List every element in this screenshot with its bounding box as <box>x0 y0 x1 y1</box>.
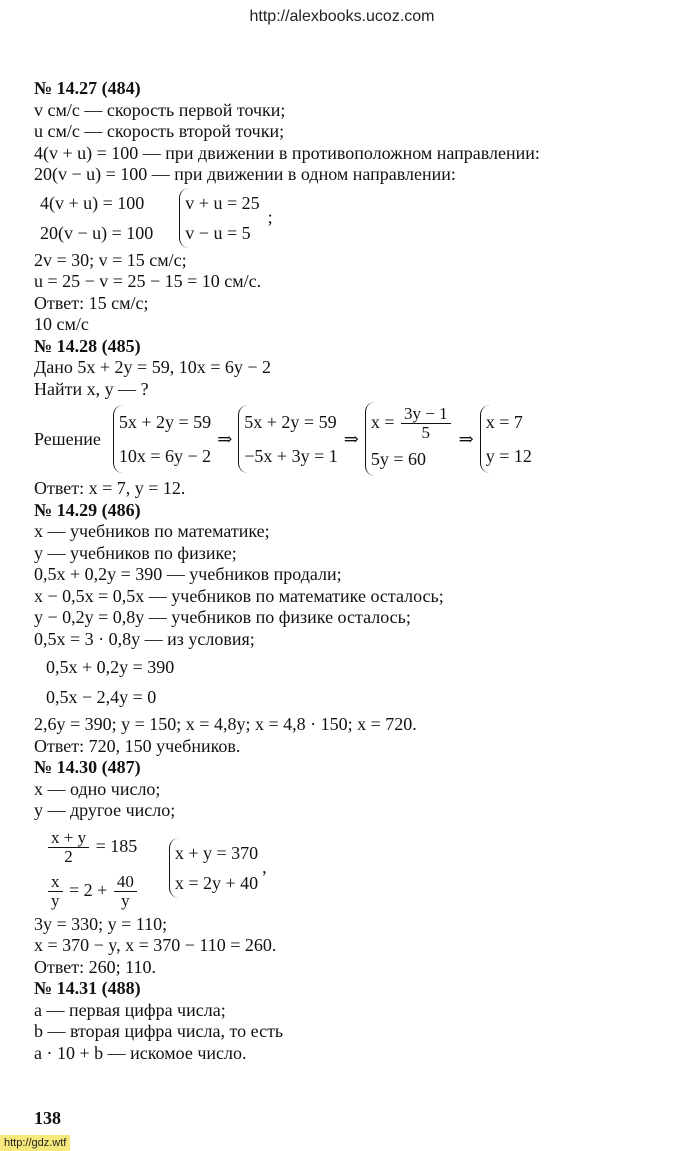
system-left <box>40 188 153 248</box>
implies-arrow: ⇒ <box>217 428 233 449</box>
system-4 <box>480 405 532 473</box>
equation: x = 7 <box>485 412 523 432</box>
system-left <box>46 824 139 912</box>
equation-system <box>46 824 664 912</box>
text-line: y — учебников по физике; <box>34 542 237 563</box>
text-line: x — учебников по математике; <box>34 521 270 541</box>
problem-title: № 14.28 (485) <box>34 335 141 356</box>
text-line: y − 0,2y = 0,8y — учебников по физике осталось; <box>34 607 411 627</box>
denominator: 5 <box>421 423 431 443</box>
fraction <box>48 829 89 866</box>
text-line: x — одно число; <box>34 778 161 799</box>
fraction <box>114 873 137 910</box>
equation: 5x + 2y = 59 <box>244 412 337 432</box>
numerator: x + y <box>48 829 89 848</box>
system-right <box>169 838 258 898</box>
equation: 5y = 60 <box>370 449 426 469</box>
system-2 <box>238 405 337 473</box>
equation: 0,5x − 2,4y = 0 <box>46 687 157 707</box>
text-line: v см/с — скорость первой точки; <box>34 99 286 120</box>
numerator: 40 <box>114 873 137 892</box>
equation-system <box>40 188 664 248</box>
footer-link-badge[interactable]: http://gdz.wtf <box>0 1135 70 1151</box>
text-line: 10 см/с <box>34 314 89 334</box>
text-line: 0,5x = 3 · 0,8y — из условия; <box>34 628 255 649</box>
denominator: y <box>51 890 60 910</box>
text-line: Ответ: 15 см/с; <box>34 292 149 313</box>
denominator: 2 <box>64 846 73 866</box>
equation: x + y = 370 <box>174 842 259 863</box>
text-line: x − 0,5x = 0,5x — учебников по математике осталось; <box>34 585 444 606</box>
problem-title: № 14.29 (486) <box>34 499 141 520</box>
text-line: 2v = 30; v = 15 см/с; <box>34 249 187 270</box>
equation-system <box>46 652 664 712</box>
equation: −5x + 3y = 1 <box>244 446 338 466</box>
equation-part: = 185 <box>95 835 138 856</box>
text-line: a — первая цифра числа; <box>34 999 226 1020</box>
text-line: y — другое число; <box>34 800 176 820</box>
text-line: 20(v − u) = 100 — при движении в одном направлении: <box>34 164 456 184</box>
equation: 4(v + u) = 100 <box>40 192 145 213</box>
equation: v − u = 5 <box>185 222 251 243</box>
text-line: 4(v + u) = 100 — при движении в противоположном направлении: <box>34 142 540 163</box>
header-url: http://alexbooks.ucoz.com <box>249 8 435 25</box>
equation <box>46 868 139 912</box>
implies-arrow: ⇒ <box>458 428 474 449</box>
equation: v + u = 25 <box>185 192 260 213</box>
equation: 0,5x + 0,2y = 390 <box>46 657 175 677</box>
numerator: 3y − 1 <box>401 405 451 424</box>
text-line: x = 370 − y, x = 370 − 110 = 260. <box>34 935 277 955</box>
text-line: b — вторая цифра числа, то есть <box>34 1021 284 1041</box>
text-line: u см/с — скорость второй точки; <box>34 121 285 141</box>
numerator: x <box>48 873 63 892</box>
text-line: Дано 5x + 2y = 59, 10x = 6y − 2 <box>34 357 272 377</box>
text-line: Ответ: x = 7, y = 12. <box>34 478 186 498</box>
system-right <box>179 188 259 248</box>
problem-title: № 14.27 (484) <box>34 78 141 98</box>
fraction <box>48 873 63 910</box>
implies-arrow: ⇒ <box>343 428 359 449</box>
page-content <box>34 78 664 1064</box>
equation-part: x = <box>370 412 395 432</box>
equation: x = 2y + 40 <box>174 872 259 893</box>
punctuation: ; <box>267 207 273 227</box>
system-3 <box>365 402 453 476</box>
equation: 5x + 2y = 59 <box>118 412 212 432</box>
solution-chain <box>34 402 664 476</box>
text-line: 0,5x + 0,2y = 390 — учебников продали; <box>34 564 342 584</box>
text-line: Ответ: 260; 110. <box>34 956 156 977</box>
equation-part: = 2 + <box>69 879 108 900</box>
text-line: 3y = 330; y = 110; <box>34 913 168 934</box>
problem-title: № 14.30 (487) <box>34 757 141 777</box>
problem-title: № 14.31 (488) <box>34 978 141 998</box>
system-1 <box>113 405 211 473</box>
equation: y = 12 <box>485 446 532 466</box>
text-line: Найти x, y — ? <box>34 378 149 399</box>
text-line: u = 25 − v = 25 − 15 = 10 см/с. <box>34 271 262 291</box>
equation <box>371 402 453 442</box>
equation <box>46 824 139 868</box>
equation: 20(v − u) = 100 <box>40 222 154 243</box>
punctuation: , <box>262 857 267 877</box>
page-number: 138 <box>34 1108 61 1128</box>
fraction <box>401 405 451 442</box>
solution-label: Решение <box>34 428 101 449</box>
equation: 10x = 6y − 2 <box>118 446 212 466</box>
text-line: 2,6y = 390; y = 150; x = 4,8y; x = 4,8 · 150; x = 720. <box>34 714 417 734</box>
denominator: y <box>121 890 130 910</box>
text-line: a · 10 + b — искомое число. <box>34 1042 247 1063</box>
text-line: Ответ: 720, 150 учебников. <box>34 735 241 756</box>
system <box>46 652 174 712</box>
